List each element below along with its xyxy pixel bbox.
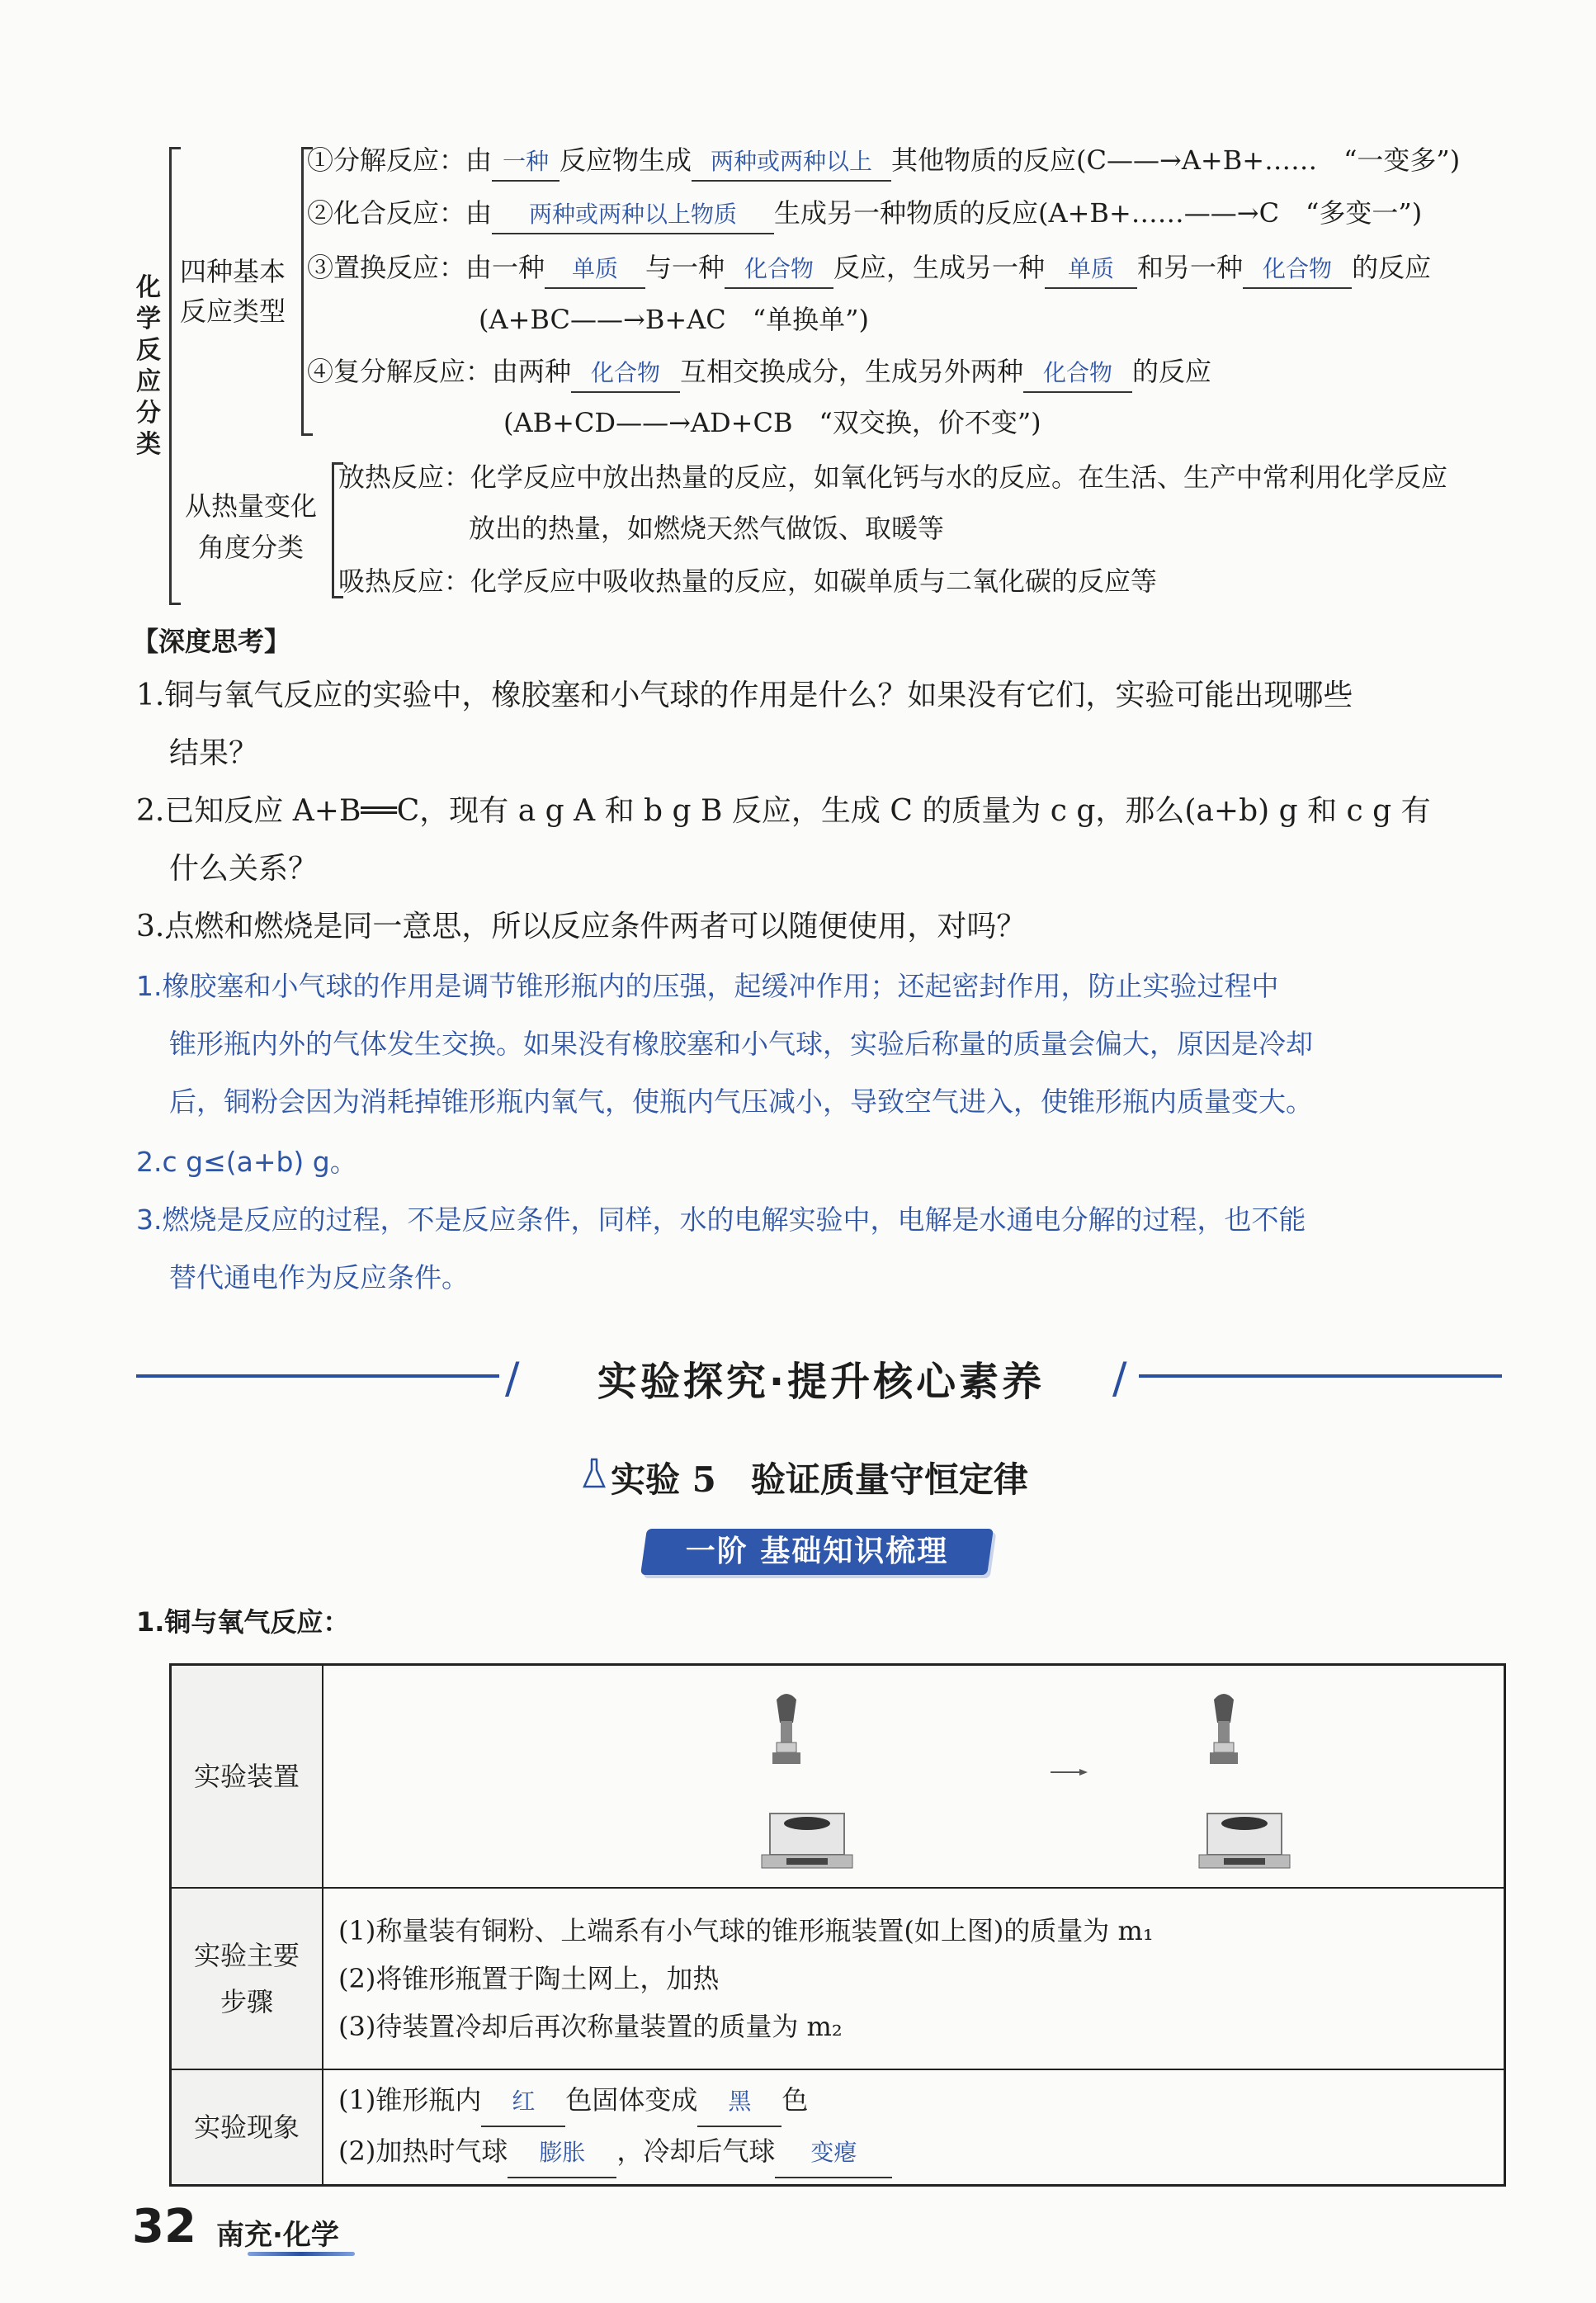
table-row [171, 1665, 1505, 1889]
group1-line1: 四种基本 [180, 256, 286, 287]
text: (1)锥形瓶内 [338, 2083, 482, 2116]
text: (2)加热时气球 [338, 2135, 508, 2167]
answer-blank: 两种或两种以上物质 [492, 196, 774, 234]
deep-think-heading: 【深度思考】 [132, 626, 291, 657]
displacement-line [307, 249, 1431, 289]
question-1b: 结果？ [169, 736, 259, 770]
answer-blank: 两种或两种以上 [692, 144, 891, 182]
item-heading: 1.铜与氧气反应： [136, 1606, 350, 1638]
answer-blank: 化合物 [1243, 251, 1352, 289]
combination-line [307, 195, 1422, 234]
question-2a: 2.已知反应 A+B══C，现有 a g A 和 b g B 反应，生成 C 的质量为 c g，那么(a+b) g 和 c g 有 [136, 794, 1431, 828]
group1-line2: 反应类型 [180, 296, 286, 327]
text: 和另一种 [1137, 252, 1244, 283]
book-title: 南充·化学 [216, 2219, 339, 2252]
answer-blank: 一种 [492, 144, 560, 182]
phenomenon-line [338, 2076, 1503, 2127]
text: 其他物质的反应(C——→A+B+…… “一变多”) [891, 144, 1461, 176]
answer-blank: 化合物 [1023, 355, 1132, 393]
step-line: (2)将锥形瓶置于陶土网上，加热 [338, 1963, 720, 1994]
text: ③置换反应：由一种 [307, 252, 545, 283]
apparatus-illustration [324, 1667, 1496, 1886]
question-2b: 什么关系？ [169, 852, 319, 886]
text: 色固体变成 [565, 2083, 698, 2116]
text: 互相交换成分，生成另外两种 [680, 356, 1024, 387]
banner-slash-right: / [1112, 1354, 1127, 1403]
answer-3b: 替代通电作为反应条件。 [169, 1261, 469, 1293]
group2-line2: 角度分类 [197, 532, 304, 563]
exothermic-line2: 放出的热量，如燃烧天然气做饭、取暖等 [469, 513, 945, 544]
answer-1c: 后，铜粉会因为消耗掉锥形瓶内氧气，使瓶内气压减小，导致空气进入，使锥形瓶内质量变大。 [169, 1085, 1313, 1118]
outer-brace [169, 147, 172, 605]
phenomenon-line [338, 2127, 1503, 2178]
banner-slash-left: / [505, 1354, 520, 1403]
question-3: 3.点燃和燃烧是同一意思，所以反应条件两者可以随便使用，对吗？ [136, 910, 1027, 943]
table-row [171, 1888, 1505, 2069]
table-row [171, 2069, 1505, 2185]
text: ，冷却后气球 [616, 2135, 776, 2167]
text: 与一种 [645, 252, 725, 283]
answer-blank: 黑 [697, 2078, 781, 2127]
endothermic-line: 吸热反应：化学反应中吸收热量的反应，如碳单质与二氧化碳的反应等 [338, 565, 1158, 597]
experiment-table [169, 1663, 1506, 2187]
answer-blank: 红 [481, 2078, 565, 2127]
answer-blank: 变瘪 [775, 2129, 892, 2178]
question-1a: 1.铜与氧气反应的实验中，橡胶塞和小气球的作用是什么？如果没有它们，实验可能出现哪些 [136, 679, 1353, 712]
section-banner-title: 实验探究·提升核心素养 [597, 1359, 1046, 1405]
step-line: (1)称量装有铜粉、上端系有小气球的锥形瓶装置(如上图)的质量为 m₁ [338, 1915, 1154, 1946]
exothermic-line1: 放热反应：化学反应中放出热量的反应，如氧化钙与水的反应。在生活、生产中常利用化学反应 [338, 461, 1448, 493]
text: 反应，生成另一种 [833, 252, 1046, 283]
phenomena-cell [323, 2069, 1505, 2185]
answer-1b: 锥形瓶内外的气体发生交换。如果没有橡胶塞和小气球，实验后称量的质量会偏大，原因是冷却 [169, 1028, 1313, 1060]
footer-underline [248, 2252, 355, 2256]
double-line [307, 353, 1211, 393]
answer-3a: 3.燃烧是反应的过程，不是反应条件，同样，水的电解实验中，电解是水通电分解的过程，也不能 [136, 1204, 1306, 1236]
group2-line1: 从热量变化 [184, 490, 317, 522]
text: 反应物生成 [560, 144, 692, 176]
group1-brace [301, 147, 304, 436]
answer-2: 2.c g≤(a+b) g。 [136, 1146, 357, 1178]
group2-label [177, 485, 325, 568]
row-label: 实验现象 [171, 2069, 323, 2185]
group2-brace [332, 462, 334, 598]
row-label-line: 步骤 [220, 1986, 273, 2017]
displacement-formula: (A+BC——→B+AC “单换单”) [479, 304, 869, 335]
step-line: (3)待装置冷却后再次称量装置的质量为 m₂ [338, 2011, 843, 2042]
flask-icon [582, 1457, 607, 1490]
text: ②化合反应：由 [307, 197, 493, 229]
answer-blank: 膨胀 [508, 2129, 616, 2178]
text: ④复分解反应：由两种 [307, 356, 572, 387]
decomposition-line [307, 142, 1460, 182]
text: 色 [781, 2083, 809, 2116]
experiment-title: 实验 5 验证质量守恒定律 [611, 1459, 1028, 1500]
text: 的反应 [1132, 356, 1212, 387]
text: ①分解反应：由 [307, 144, 493, 176]
row-label [171, 1888, 323, 2069]
banner-rule-right [1139, 1374, 1502, 1378]
text: 生成另一种物质的反应(A+B+……——→C “多变一”) [774, 197, 1423, 229]
row-label-line: 实验主要 [193, 1940, 300, 1971]
answer-blank: 单质 [1045, 251, 1137, 289]
text: 的反应 [1352, 252, 1432, 283]
group1-label [180, 252, 286, 331]
answer-1a: 1.橡胶塞和小气球的作用是调节锥形瓶内的压强，起缓冲作用；还起密封作用，防止实验过程中 [136, 970, 1279, 1002]
stage-badge [640, 1529, 994, 1575]
answer-blank: 化合物 [571, 355, 680, 393]
vertical-label: 化学反应分类 [136, 273, 161, 459]
stage-badge-text: 一阶 基础知识梳理 [685, 1535, 949, 1568]
answer-blank: 单质 [545, 251, 645, 289]
row-label: 实验装置 [171, 1665, 323, 1889]
steps-cell [323, 1888, 1505, 2069]
page-number: 32 [132, 2200, 196, 2253]
apparatus-cell [323, 1665, 1505, 1889]
banner-rule-left [136, 1374, 499, 1378]
answer-blank: 化合物 [725, 251, 833, 289]
double-formula: (AB+CD——→AD+CB “双交换，价不变”) [503, 407, 1041, 438]
